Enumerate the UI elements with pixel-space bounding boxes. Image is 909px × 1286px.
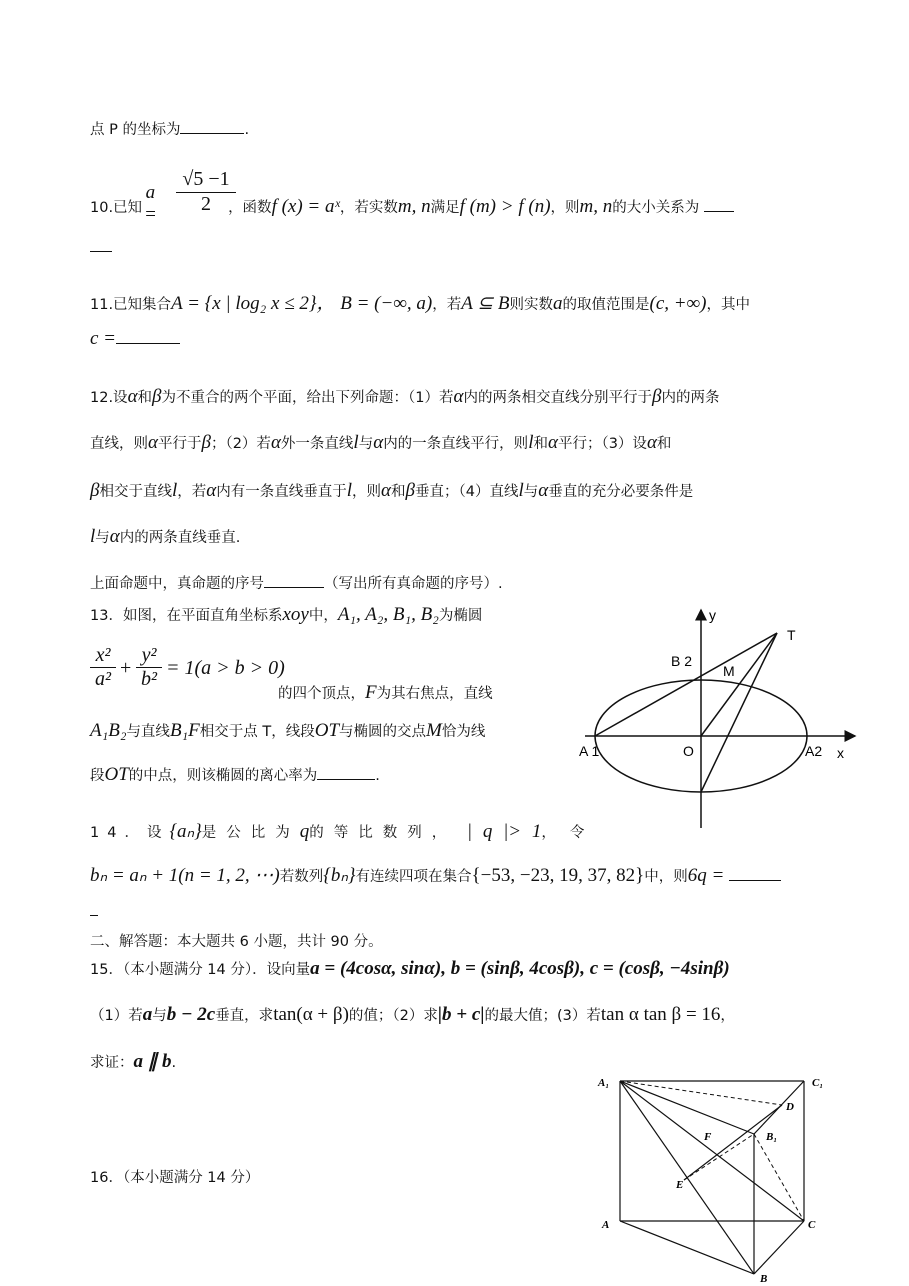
- q10-a-lhs: a =: [144, 182, 157, 225]
- q15-abs: |b + c|: [437, 1004, 485, 1025]
- line-OT: [701, 633, 777, 736]
- q12-l3-t7: 与: [523, 484, 539, 500]
- label-E: E: [676, 1179, 684, 1191]
- q12-l5-t2: （写出所有真命题的序号）.: [324, 576, 503, 592]
- q13-B1F: B₁F: [169, 720, 200, 741]
- answer-blank: [317, 778, 375, 780]
- q13-line4: [90, 764, 380, 786]
- q14-t4: ，令: [541, 825, 599, 841]
- q15-line2: [90, 1004, 735, 1026]
- label-A: A: [602, 1219, 610, 1231]
- q11-setB: ， B = (−∞, a): [316, 293, 433, 314]
- q14-q: q: [299, 821, 310, 842]
- q15-l2-t5: 的最大值；(3）若: [484, 1008, 601, 1024]
- answer-blank: [90, 250, 112, 252]
- q13-l4-t1: 段: [90, 768, 105, 784]
- ellipse-figure: [575, 600, 865, 835]
- label-O: O: [683, 743, 694, 759]
- label-y: y: [709, 607, 716, 623]
- answer-blank: [116, 342, 180, 344]
- line-l: l: [528, 432, 534, 453]
- q11-c-eq: c =: [90, 328, 117, 349]
- q12-l2-t7: 和: [533, 436, 548, 452]
- q14-line1: [90, 820, 598, 843]
- q14-sixq: 6q =: [687, 865, 725, 886]
- q10-fx: f (x) = aˣ: [271, 196, 340, 217]
- q14-bset: {bₙ}: [323, 865, 356, 886]
- q12-line4: [90, 526, 240, 548]
- label-F: F: [704, 1131, 712, 1143]
- q10-t4: ，则: [550, 200, 580, 216]
- q15-line1: [90, 958, 730, 980]
- alpha: α: [381, 480, 391, 501]
- q12-l3-t1: 相交于直线: [99, 484, 172, 500]
- alpha: α: [453, 386, 464, 407]
- beta: β: [152, 386, 162, 407]
- q13-l3-t2: 相交于点 T，线段: [199, 724, 315, 740]
- q11-line1: [90, 288, 750, 315]
- q15-parallel: a ∥ b: [133, 1051, 172, 1072]
- q12-l2-t4: 外一条直线: [280, 436, 354, 452]
- answer-blank: [704, 210, 734, 212]
- q12-l3-t3: 内有一条直线垂直于: [216, 484, 347, 500]
- label-B1: B₁: [766, 1131, 778, 1143]
- q14-bn: bₙ = aₙ + 1(n = 1, 2, ⋯): [90, 865, 280, 886]
- line-l: l: [353, 432, 359, 453]
- q15-tan: tan(α + β): [273, 1004, 349, 1025]
- q13-l4-t2: 的中点，则该椭圆的离心率为: [128, 768, 318, 784]
- line-A1T: [595, 633, 777, 736]
- q12-l5-t1: 上面命题中，真命题的序号: [90, 576, 264, 592]
- q13-A1B2: A₁B₂: [90, 720, 127, 741]
- q14-absq: | q |> 1: [466, 821, 542, 842]
- q15-b2c: b − 2c: [166, 1004, 216, 1025]
- answer-blank: [180, 132, 244, 134]
- q15-l2-t6: ，: [720, 1008, 735, 1024]
- q12-line3: [90, 480, 693, 502]
- q11-subset: A ⊆ B: [461, 293, 510, 314]
- q13-M: M: [426, 720, 442, 741]
- q13-t1: 13．如图，在平面直角坐标系: [90, 608, 283, 624]
- q12-l2-t5: 与: [358, 436, 374, 452]
- q13-l2-t2: 为其右焦点，直线: [376, 686, 493, 702]
- q9-end: .: [244, 122, 250, 138]
- q10-mn2: m, n: [579, 196, 613, 217]
- beta: β: [90, 480, 100, 501]
- q14-blank-cont: [90, 904, 98, 920]
- q12-l4-t1: 与: [95, 530, 110, 546]
- eq-rest: = 1(a > b > 0): [166, 657, 285, 679]
- q12-l3-t8: 垂直的充分必要条件是: [548, 484, 694, 500]
- q12-l2-t3: ；（2）若: [210, 436, 271, 452]
- q14-l2-t3: 中，则: [644, 869, 688, 885]
- q10-t1: ，函数: [228, 200, 272, 216]
- q12-l3-t4: ，则: [352, 484, 382, 500]
- q9-text: 点 P 的坐标为: [90, 122, 181, 138]
- q14-an: {aₙ}: [169, 821, 202, 842]
- q13-l2-t1: 的四个顶点，: [278, 686, 365, 702]
- eq-num2: y²: [136, 644, 162, 668]
- label-D: D: [786, 1101, 794, 1113]
- q15-l2-t4: 的值；（2）求: [348, 1008, 438, 1024]
- label-A1: A 1: [579, 743, 600, 759]
- alpha: α: [206, 480, 217, 501]
- q12-l3-t2: ，若: [177, 484, 207, 500]
- q12-l2-t2: 平行于: [157, 436, 202, 452]
- beta: β: [405, 480, 415, 501]
- beta: β: [201, 432, 211, 453]
- q13-l3-t3: 与椭圆的交点: [339, 724, 427, 740]
- q10-t3: 满足: [430, 200, 460, 216]
- q12-t2: 内的两条相交直线分别平行于: [463, 390, 652, 406]
- q13-line1: [90, 604, 482, 626]
- q12-l3-t6: 垂直；（4）直线: [414, 484, 519, 500]
- q12-line1: [90, 386, 719, 408]
- q13-line3: [90, 720, 485, 742]
- q14-l2-t1: 若数列: [279, 869, 324, 885]
- label-B2: B 2: [671, 653, 693, 669]
- q12-number: 12.设: [90, 390, 128, 406]
- q12-l4-t2: 内的两条直线垂直.: [119, 530, 241, 546]
- q15-vectors: a = (4cosα, sinα), b = (sinβ, 4cosβ), c = (cosβ, −4sinβ): [310, 958, 730, 979]
- q13-l3-t1: 与直线: [126, 724, 170, 740]
- q12-t3: 内的两条: [661, 390, 720, 406]
- q12-l2-t9: 和: [656, 436, 672, 452]
- q13-end: .: [375, 768, 380, 784]
- q13-F: F: [365, 682, 377, 703]
- alpha: α: [373, 432, 384, 453]
- q10-t5: 的大小关系为: [612, 200, 700, 216]
- q13-OT: OT: [314, 720, 340, 741]
- q12-line5: [90, 572, 503, 593]
- q11-number: 11.已知集合: [90, 297, 172, 313]
- q12-and: 和: [137, 390, 153, 406]
- q12-t1: 为不重合的两个平面，给出下列命题：（1）若: [161, 390, 454, 406]
- prism-figure: [590, 1072, 840, 1284]
- label-C: C: [808, 1219, 816, 1231]
- alpha: α: [127, 386, 138, 407]
- q13-xoy: xoy: [282, 604, 309, 625]
- q10-number: 10.已知: [90, 200, 143, 216]
- q13-t2: 中，: [308, 608, 338, 624]
- q11-line2: [90, 328, 180, 350]
- q15-line3: [90, 1050, 176, 1073]
- q15-t1: 15．（本小题满分 14 分）．设向量: [90, 962, 311, 978]
- answer-blank: [264, 586, 324, 588]
- q11-t4: ，其中: [706, 297, 750, 313]
- label-C1: C₁: [812, 1077, 824, 1089]
- q11-interval: (c, +∞): [649, 293, 707, 314]
- q10-frac-den: 2: [201, 193, 211, 215]
- q15-tantan: tan α tan β = 16: [600, 1004, 721, 1025]
- q13-t3: 为椭圆: [438, 608, 483, 624]
- q10-line1: [90, 196, 734, 218]
- alpha: α: [646, 432, 657, 453]
- q15-l2-t3: 垂直，求: [215, 1008, 274, 1024]
- vec-a: a: [142, 1004, 153, 1025]
- q13-ellipse-equation: x² a² + y² b² = 1(a > b > 0): [90, 644, 290, 700]
- q11-t1: ，若: [432, 297, 462, 313]
- alpha: α: [109, 526, 120, 547]
- q10-mn: m, n: [397, 196, 431, 217]
- eq-den1: a²: [95, 668, 111, 690]
- line-l: l: [346, 480, 353, 501]
- q13-OT: OT: [104, 764, 129, 785]
- q11-t3: 的取值范围是: [562, 297, 650, 313]
- q13-l3-t4: 恰为线: [441, 724, 486, 740]
- q15-end: .: [171, 1055, 177, 1071]
- label-A1: A₁: [598, 1077, 610, 1089]
- q12-line2: [90, 432, 671, 454]
- q9-tail: [90, 118, 249, 139]
- q12-l2-t1: 直线，则: [90, 436, 148, 452]
- label-A2: A2: [805, 743, 823, 759]
- alpha: α: [148, 432, 158, 453]
- label-M: M: [723, 663, 735, 679]
- q14-set: {−53, −23, 19, 37, 82}: [471, 865, 645, 886]
- q15-l2-t2: 与: [152, 1008, 167, 1024]
- q11-a: a: [553, 293, 563, 314]
- alpha: α: [547, 432, 558, 453]
- alpha: α: [538, 480, 549, 501]
- alpha: α: [270, 432, 281, 453]
- q10-frac-num: √5 −1: [176, 168, 236, 193]
- q14-line2: [90, 864, 781, 887]
- label-x: x: [837, 745, 844, 761]
- q12-l3-t5: 和: [391, 484, 406, 500]
- q15-l3-t1: 求证：: [90, 1055, 134, 1071]
- label-B: B: [760, 1273, 768, 1284]
- eq-num1: x²: [90, 644, 116, 668]
- q10-t2: ，若实数: [339, 200, 398, 216]
- q12-l2-t8: 平行；（3）设: [557, 436, 647, 452]
- q11-t2: 则实数: [509, 297, 553, 313]
- q14-t1: 14．设: [90, 825, 170, 841]
- beta: β: [651, 386, 662, 407]
- q13-pts: A₁, A₂, B₁, B₂: [337, 604, 439, 625]
- q14-t3: 的等比数列，: [309, 825, 457, 841]
- line-B1T: [701, 633, 777, 792]
- line-l: l: [518, 480, 524, 501]
- q10-blank-cont: [90, 240, 112, 256]
- answer-blank: [729, 879, 781, 881]
- q13-line2: [278, 682, 493, 704]
- q14-l2-t2: 有连续四项在集合: [355, 869, 472, 885]
- q11-setA: A = {x | log₂ x ≤ 2}: [171, 293, 317, 314]
- q14-t2: 是公比为: [201, 825, 300, 841]
- q16-line: 16．（本小题满分 14 分）: [90, 1170, 260, 1186]
- q12-l2-t6: 内的一条直线平行，则: [383, 436, 529, 452]
- answer-blank: [90, 914, 98, 916]
- line-l: l: [171, 480, 178, 501]
- q10-ineq: f (m) > f (n): [459, 196, 551, 217]
- eq-den2: b²: [141, 668, 157, 690]
- label-T: T: [787, 627, 796, 643]
- line-l: l: [90, 526, 96, 547]
- section-title: 二、解答题：本大题共 6 小题，共计 90 分。: [90, 934, 383, 950]
- q15-l2-t1: （1）若: [90, 1008, 143, 1024]
